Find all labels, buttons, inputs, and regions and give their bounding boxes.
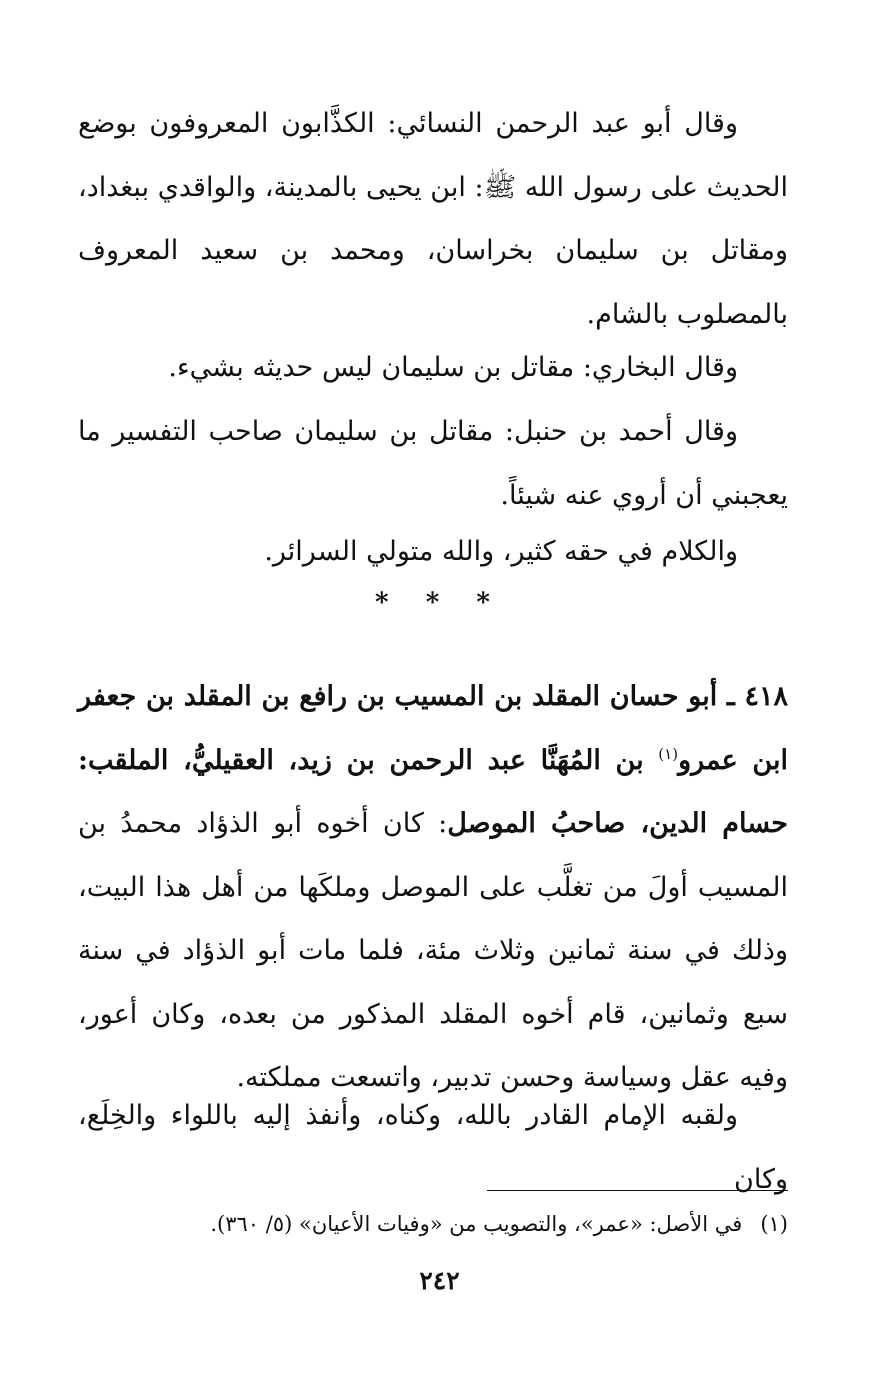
entry-body: : كان أخوه أبو الذؤاد محمدُ بن المسيب أولَ من تغلَّب على الموصل وملكَها من أهل هذا البيت، وذلك في سنة ثمانين وثلاث مئة، فلما مات أبو الذؤاد في سنة سبع وثمانين، قام أخوه المقلد المذكور من بعده، وكان أعور، وفيه عقل وسياسة وحسن تدبير، واتسعت مملكته. (78, 808, 788, 1093)
entry-heading-continued: بن المُهَنَّا عبد الرحمن بن زيد، العقيليُّ، الملقب: حسام الدين، صاحبُ الموصل (78, 744, 788, 839)
paragraph-bukhari-quote: وقال البخاري: مقاتل بن سليمان ليس حديثه بشيء. (168, 352, 738, 383)
paragraph-nasai-quote: وقال أبو عبد الرحمن النسائي: الكذَّابون المعروفون بوضع الحديث على رسول الله ﷺ: ابن يحيى بالمدينة، والواقدي ببغداد، ومقاتل بن سليمان بخراسان، ومحمد بن سعيد المعروف بالمصلوب بالشام. (78, 108, 788, 330)
footnote-reference: (١) (658, 744, 679, 763)
section-separator: * * * (375, 588, 504, 618)
entry-heading: ٤١٨ ـ أبو حسان المقلد بن المسيب بن رافع بن المقلد بن جعفر ابن عمرو (78, 681, 788, 776)
biography-entry-418 (78, 665, 788, 1110)
footnote-divider (487, 1190, 788, 1191)
footnote-number: (١) (760, 1212, 788, 1236)
paragraph-title-grant: ولقبه الإمام القادر بالله، وكناه، وأنفذ إليه باللواء والخِلَع، وكان (78, 1100, 788, 1195)
paragraph-ahmad-quote: وقال أحمد بن حنبل: مقاتل بن سليمان صاحب التفسير ما يعجبني أن أروي عنه شيئاً. (78, 416, 788, 511)
page-number: ٢٤٢ (419, 1266, 460, 1295)
footnote-text: في الأصل: «عمر»، والتصويب من «وفيات الأعيان» (٥/ ٣٦٠). (210, 1212, 743, 1236)
footnote (120, 1204, 788, 1244)
paragraph-closing-remark: والكلام في حقه كثير، والله متولي السرائر. (264, 536, 738, 567)
